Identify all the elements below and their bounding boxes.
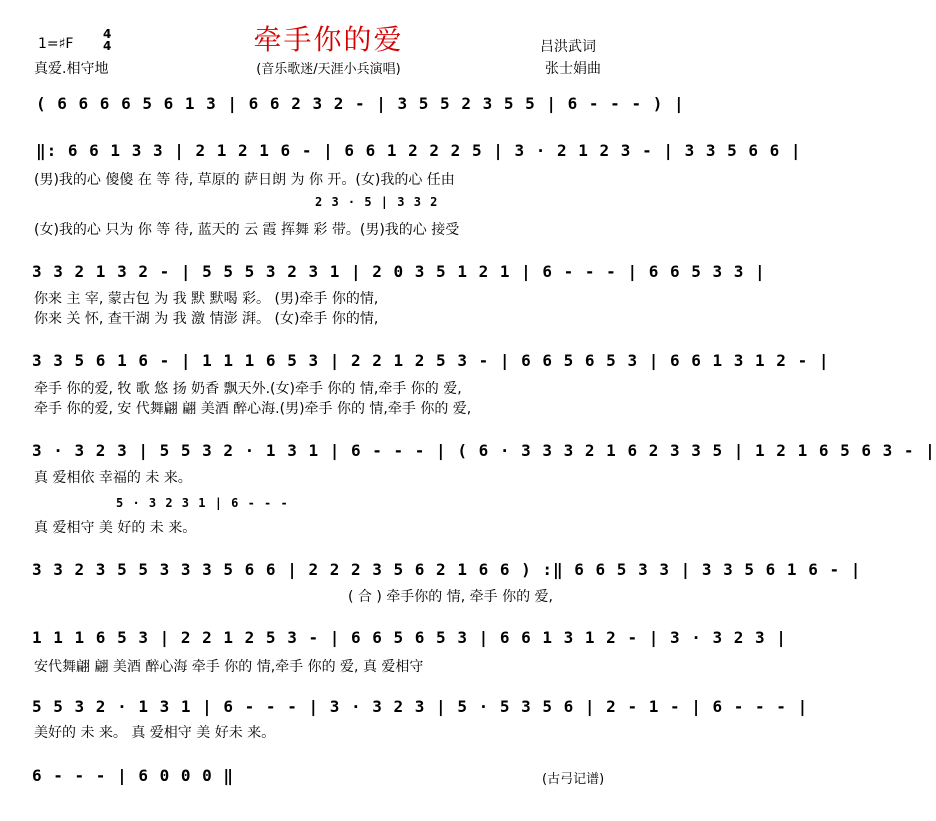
composer-credit: 张士娟曲	[545, 61, 601, 77]
time-signature-top: 4	[103, 27, 112, 41]
lyric-line-3a: 你来 主 宰, 蒙古包 为 我 默 默喝 彩。 (男)牵手 你的情,	[34, 291, 379, 307]
lyric-line-4b: 牵手 你的爱, 安 代舞翩 翩 美酒 醉心海.(男)牵手 你的 情,牵手 你的 爱,	[34, 401, 472, 417]
performer-subtitle: (音乐歌迷/天涯小兵演唱)	[256, 62, 401, 77]
lyric-line-3b: 你来 关 怀, 查干湖 为 我 激 情澎 湃。 (女)牵手 你的情,	[34, 311, 379, 327]
notation-line-3: 3 3 2 1 3 2 - | 5 5 5 3 2 3 1 | 2 0 3 5 1 2 1 | 6 - - - | 6 6 5 3 3 |	[32, 262, 766, 281]
lyric-line-2b: (女)我的心 只为 你 等 待, 蓝天的 云 霞 挥舞 彩 带。(男)我的心 接受	[34, 222, 460, 238]
lyric-line-7: 安代舞翩 翩 美酒 醉心海 牵手 你的 情,牵手 你的 爱, 真 爱相守	[34, 659, 424, 675]
lyricist-credit: 吕洪武词	[540, 39, 596, 55]
lyric-line-4a: 牵手 你的爱, 牧 歌 悠 扬 奶香 飘天外.(女)牵手 你的 情,牵手 你的 爱,	[34, 381, 462, 397]
notation-line-8: 5 5 3 2 · 1 3 1 | 6 - - - | 3 · 3 2 3 | 5 · 5 3 5 6 | 2 - 1 - | 6 - - - |	[32, 697, 809, 716]
notation-line-2: ‖: 6 6 1 3 3 | 2 1 2 1 6 - | 6 6 1 2 2 2 5 | 3 · 2 1 2 3 - | 3 3 5 6 6 |	[36, 141, 802, 160]
notation-variant-2: 5 · 3 2 3 1 | 6 - - -	[116, 496, 289, 510]
time-signature-bottom: 4	[103, 39, 112, 53]
genre-label: 真爱.相守地	[34, 61, 109, 77]
time-signature	[103, 28, 111, 52]
song-title: 牵手你的爱	[253, 23, 404, 56]
notation-line-6: 3 3 2 3 5 5 3 3 3 5 6 6 | 2 2 2 3 5 6 2 1 6 6 ) :‖ 6 6 5 3 3 | 3 3 5 6 1 6 - |	[32, 560, 862, 579]
transcriber-credit: (古弓记谱)	[542, 772, 605, 787]
lyric-line-5a: 真 爱相依 幸福的 未 来。	[34, 470, 192, 486]
lyric-line-6: ( 合 ) 牵手你的 情, 牵手 你的 爱,	[348, 589, 553, 605]
key-signature: 1=♯F	[38, 36, 74, 52]
lyric-line-5b: 真 爱相守 美 好的 未 来。	[34, 520, 197, 536]
notation-line-1: ( 6 6 6 6 5 6 1 3 | 6 6 2 3 2 - | 3 5 5 2 3 5 5 | 6 - - - ) |	[36, 94, 685, 113]
notation-line-7: 1 1 1 6 5 3 | 2 2 1 2 5 3 - | 6 6 5 6 5 3 | 6 6 1 3 1 2 - | 3 · 3 2 3 |	[32, 628, 787, 647]
notation-line-4: 3 3 5 6 1 6 - | 1 1 1 6 5 3 | 2 2 1 2 5 3 - | 6 6 5 6 5 3 | 6 6 1 3 1 2 - |	[32, 351, 830, 370]
notation-line-5: 3 · 3 2 3 | 5 5 3 2 · 1 3 1 | 6 - - - | ( 6 · 3 3 3 2 1 6 2 3 3 5 | 1 2 1 6 5 6 3 - |	[32, 441, 936, 460]
notation-line-9: 6 - - - | 6 0 0 0 ‖	[32, 766, 235, 785]
lyric-line-2a: (男)我的心 傻傻 在 等 待, 草原的 萨日朗 为 你 开。(女)我的心 任由	[34, 172, 455, 188]
lyric-line-8: 美好的 未 来。 真 爱相守 美 好未 来。	[34, 725, 276, 741]
notation-variant-1: 2 3 · 5 | 3 3 2	[315, 195, 439, 209]
